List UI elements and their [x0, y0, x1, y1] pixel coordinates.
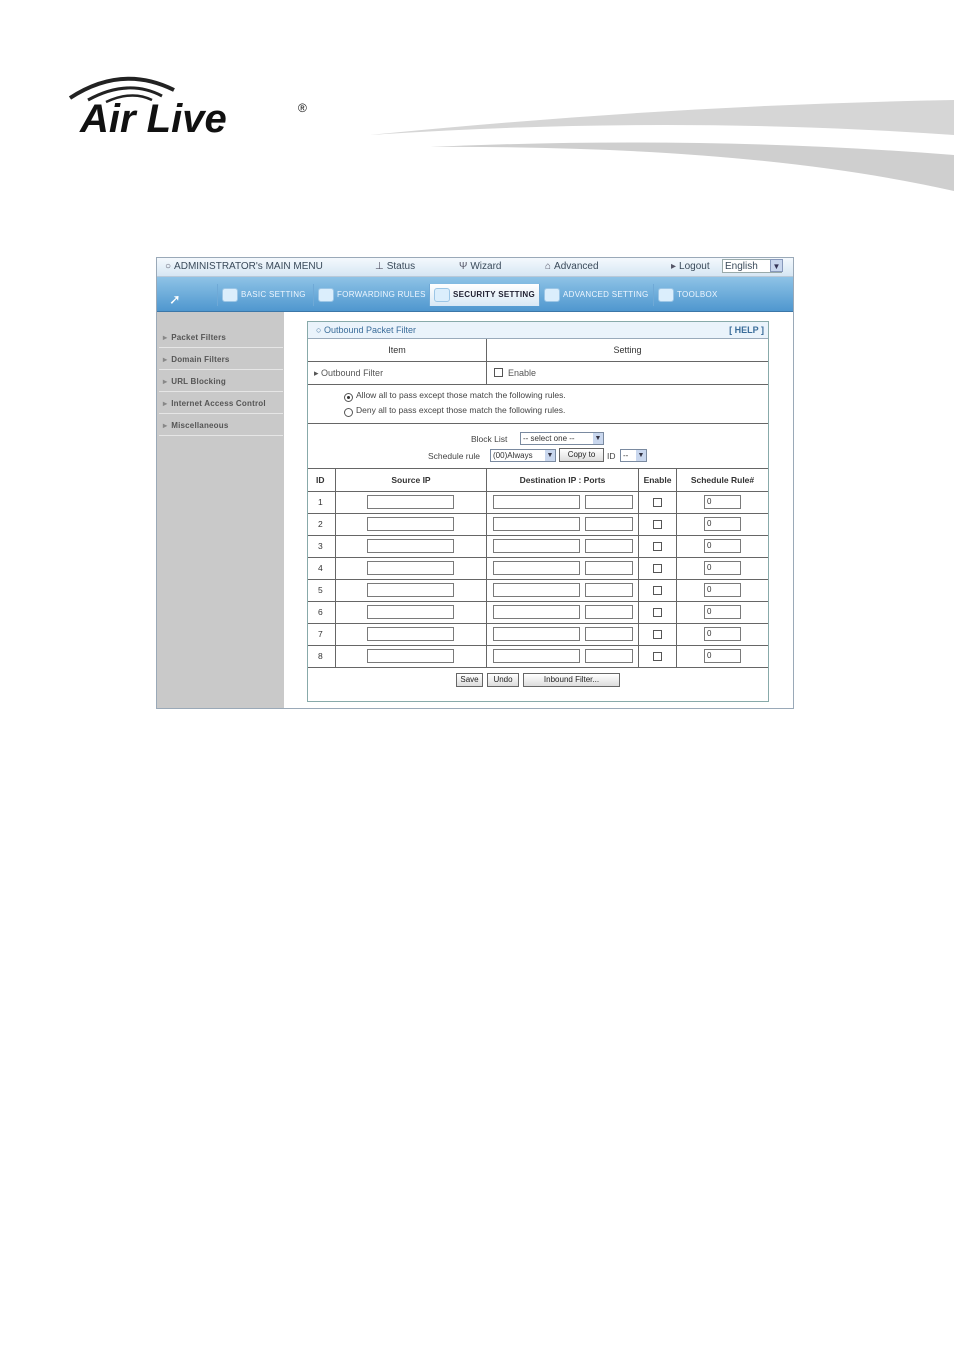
divider: [638, 492, 639, 513]
divider: [486, 580, 487, 601]
divider: [676, 536, 677, 557]
bullet-icon: ▸: [163, 421, 168, 430]
bullet-icon: ▸: [163, 377, 168, 386]
status-icon: ⊥: [375, 261, 384, 272]
filter-mode-row: [308, 385, 768, 424]
schedule-rule-input[interactable]: 0: [704, 495, 741, 509]
item-setting-header: [308, 339, 768, 362]
circle-icon: ○: [316, 325, 324, 335]
toolbox-icon: [658, 288, 674, 302]
schedule-rule-input[interactable]: 0: [704, 517, 741, 531]
divider: [335, 492, 336, 513]
divider: [676, 514, 677, 535]
deny-radio[interactable]: [344, 408, 353, 417]
airlive-logo: [62, 68, 322, 148]
divider: [676, 580, 677, 601]
sidebar-item-label: URL Blocking: [171, 377, 226, 386]
bullet-icon: ▸: [163, 333, 168, 342]
ports-input[interactable]: [585, 539, 633, 553]
source-ip-input[interactable]: [367, 583, 454, 597]
divider: [486, 624, 487, 645]
divider: [638, 602, 639, 623]
ports-input[interactable]: [585, 649, 633, 663]
tab-forwarding-rules[interactable]: [313, 284, 430, 306]
wizard-label: Wizard: [470, 261, 502, 272]
bullet-icon: ▸: [163, 399, 168, 408]
enable-checkbox[interactable]: [494, 368, 503, 377]
sidebar-item-label: Domain Filters: [171, 355, 230, 364]
tab-label: SECURITY SETTING: [453, 290, 535, 299]
panel-title-text: Outbound Packet Filter: [323, 325, 416, 335]
divider: [486, 536, 487, 557]
tab-advanced-setting[interactable]: [539, 284, 654, 306]
destination-ip-input[interactable]: [493, 539, 580, 553]
row-id: 4: [318, 563, 323, 573]
source-ip-input[interactable]: [367, 517, 454, 531]
outbound-filter-panel: [307, 321, 769, 702]
bullet-icon: ▸: [163, 355, 168, 364]
status-link[interactable]: [375, 261, 415, 272]
advanced-setting-icon: [544, 288, 560, 302]
logo-text: Air Live: [80, 97, 227, 141]
logout-label: Logout: [679, 261, 710, 272]
deny-radio-label: Deny all to pass except those match the following rules.: [356, 405, 566, 415]
row-id: 3: [318, 541, 323, 551]
circle-icon: ○: [165, 261, 172, 272]
source-ip-input[interactable]: [367, 495, 454, 509]
destination-column-header: Destination IP : Ports: [519, 475, 606, 485]
divider: [486, 362, 487, 384]
rule-enable-checkbox[interactable]: [653, 498, 662, 507]
help-link[interactable]: [ HELP ]: [729, 325, 764, 335]
wizard-icon: Ψ: [459, 261, 468, 272]
status-label: Status: [386, 261, 416, 272]
divider: [486, 492, 487, 513]
table-row: [308, 514, 768, 536]
destination-ip-input[interactable]: [493, 517, 580, 531]
schedule-rule-input[interactable]: 0: [704, 561, 741, 575]
block-schedule-row: [308, 424, 768, 469]
language-value: English: [725, 261, 758, 272]
header-swoosh: [370, 95, 954, 195]
security-icon: [434, 288, 450, 302]
enable-column-header: Enable: [643, 475, 672, 485]
setting-column-header: Setting: [613, 345, 642, 355]
registered-mark: ®: [298, 101, 307, 115]
menu-title-label: ADMINISTRATOR's MAIN MENU: [174, 261, 323, 272]
rule-enable-checkbox[interactable]: [653, 520, 662, 529]
arrow-icon: ▸: [314, 368, 322, 378]
panel-title-bar: [308, 322, 768, 339]
row-id: 5: [318, 585, 323, 595]
sidebar-item-url-blocking[interactable]: [159, 372, 283, 392]
tab-label: ADVANCED SETTING: [563, 290, 649, 299]
divider: [335, 646, 336, 667]
divider: [638, 624, 639, 645]
divider: [335, 602, 336, 623]
divider: [638, 514, 639, 535]
ports-input[interactable]: [585, 583, 633, 597]
table-row: [308, 580, 768, 602]
divider: [676, 602, 677, 623]
schedule-rule-input[interactable]: 0: [704, 605, 741, 619]
tab-security-setting[interactable]: [429, 284, 540, 306]
source-ip-input[interactable]: [367, 649, 454, 663]
inbound-filter-button[interactable]: Inbound Filter...: [523, 673, 620, 687]
table-row: [308, 492, 768, 514]
divider: [335, 558, 336, 579]
copy-id-select[interactable]: [620, 449, 647, 462]
divider: [638, 646, 639, 667]
chevron-down-icon[interactable]: ▼: [770, 259, 783, 272]
row-id: 8: [318, 651, 323, 661]
source-ip-input[interactable]: [367, 561, 454, 575]
source-ip-input[interactable]: [367, 605, 454, 619]
advanced-label: Advanced: [554, 261, 599, 272]
outbound-filter-text: Outbound Filter: [321, 368, 384, 378]
copy-id-value: --: [623, 451, 629, 460]
rule-enable-checkbox[interactable]: [653, 586, 662, 595]
divider: [676, 624, 677, 645]
destination-ip-input[interactable]: [493, 627, 580, 641]
logout-link[interactable]: [671, 261, 710, 272]
block-list-select[interactable]: [520, 432, 604, 445]
ports-input[interactable]: [585, 517, 633, 531]
rule-enable-checkbox[interactable]: [653, 652, 662, 661]
schedule-rule-value: (00)Always: [493, 451, 533, 460]
source-ip-column-header: Source IP: [391, 475, 431, 485]
schedule-rule-input[interactable]: 0: [704, 649, 741, 663]
advanced-link[interactable]: [545, 261, 599, 272]
chevron-down-icon: ▼: [594, 435, 602, 442]
tab-basic-setting[interactable]: [217, 284, 314, 306]
item-column-header: Item: [388, 345, 406, 355]
divider: [676, 646, 677, 667]
divider: [335, 536, 336, 557]
table-row: [308, 558, 768, 580]
ports-input[interactable]: [585, 605, 633, 619]
main-tab-bar: [157, 277, 793, 312]
undo-button[interactable]: Undo: [487, 673, 519, 687]
rule-enable-checkbox[interactable]: [653, 630, 662, 639]
pointer-icon: ➚: [169, 291, 181, 307]
destination-ip-input[interactable]: [493, 495, 580, 509]
divider: [335, 514, 336, 535]
outbound-filter-label: [314, 362, 484, 384]
outbound-filter-row: [308, 362, 768, 385]
id-column-header: ID: [316, 475, 325, 485]
source-ip-input[interactable]: [367, 539, 454, 553]
schedule-rule-input[interactable]: 0: [704, 539, 741, 553]
block-list-value: -- select one --: [523, 434, 575, 443]
row-id: 7: [318, 629, 323, 639]
panel-title: [316, 322, 416, 338]
row-id: 1: [318, 497, 323, 507]
forwarding-icon: [318, 288, 334, 302]
divider: [676, 558, 677, 579]
divider: [486, 602, 487, 623]
rules-table-header: [308, 469, 768, 492]
schedule-rule-label: Schedule rule: [428, 451, 480, 461]
chevron-down-icon: ▼: [546, 452, 554, 459]
schedule-rule-input[interactable]: 0: [704, 583, 741, 597]
rule-enable-checkbox[interactable]: [653, 542, 662, 551]
allow-radio[interactable]: [344, 393, 353, 402]
divider: [335, 580, 336, 601]
ports-input[interactable]: [585, 627, 633, 641]
divider: [676, 492, 677, 513]
row-id: 2: [318, 519, 323, 529]
divider: [486, 558, 487, 579]
basic-setting-icon: [222, 288, 238, 302]
source-ip-input[interactable]: [367, 627, 454, 641]
table-row: [308, 624, 768, 646]
sidebar: [157, 312, 284, 708]
table-row: [308, 536, 768, 558]
sidebar-item-miscellaneous[interactable]: [159, 416, 283, 436]
tab-label: FORWARDING RULES: [337, 290, 426, 299]
sidebar-item-label: Packet Filters: [171, 333, 227, 342]
schedule-rule-select[interactable]: [490, 449, 556, 462]
destination-ip-input[interactable]: [493, 583, 580, 597]
tab-toolbox[interactable]: [653, 284, 724, 306]
destination-ip-input[interactable]: [493, 605, 580, 619]
tab-label: TOOLBOX: [677, 290, 718, 299]
destination-ip-input[interactable]: [493, 649, 580, 663]
tab-label: BASIC SETTING: [241, 290, 306, 299]
divider: [486, 646, 487, 667]
save-button[interactable]: Save: [456, 673, 483, 687]
router-admin-window: [156, 257, 794, 709]
ports-input[interactable]: [585, 495, 633, 509]
rule-enable-checkbox[interactable]: [653, 564, 662, 573]
table-row: [308, 602, 768, 624]
advanced-icon: ⌂: [545, 261, 552, 272]
destination-ip-input[interactable]: [493, 561, 580, 575]
copy-to-button[interactable]: Copy to: [559, 448, 604, 462]
allow-radio-label: Allow all to pass except those match the following rules.: [356, 390, 566, 400]
sidebar-item-label: Miscellaneous: [171, 421, 229, 430]
id-label: ID: [607, 451, 616, 461]
divider: [638, 580, 639, 601]
chevron-down-icon: ▼: [637, 452, 645, 459]
rule-enable-checkbox[interactable]: [653, 608, 662, 617]
schedule-column-header: Schedule Rule#: [690, 475, 755, 485]
row-id: 6: [318, 607, 323, 617]
top-menu-bar: [157, 258, 793, 277]
sidebar-item-packet-filters[interactable]: [159, 328, 283, 348]
wizard-link[interactable]: [459, 261, 501, 272]
logout-arrow-icon: ▸: [671, 261, 677, 272]
divider: [486, 514, 487, 535]
sidebar-item-domain-filters[interactable]: [159, 350, 283, 370]
menu-title: [165, 261, 323, 272]
schedule-rule-input[interactable]: 0: [704, 627, 741, 641]
sidebar-item-label: Internet Access Control: [171, 399, 266, 408]
divider: [335, 624, 336, 645]
enable-label: Enable: [508, 368, 537, 378]
block-list-label: Block List: [471, 434, 508, 444]
ports-input[interactable]: [585, 561, 633, 575]
table-row: [308, 646, 768, 668]
sidebar-item-internet-access-control[interactable]: [159, 394, 283, 414]
divider: [638, 558, 639, 579]
divider: [638, 536, 639, 557]
